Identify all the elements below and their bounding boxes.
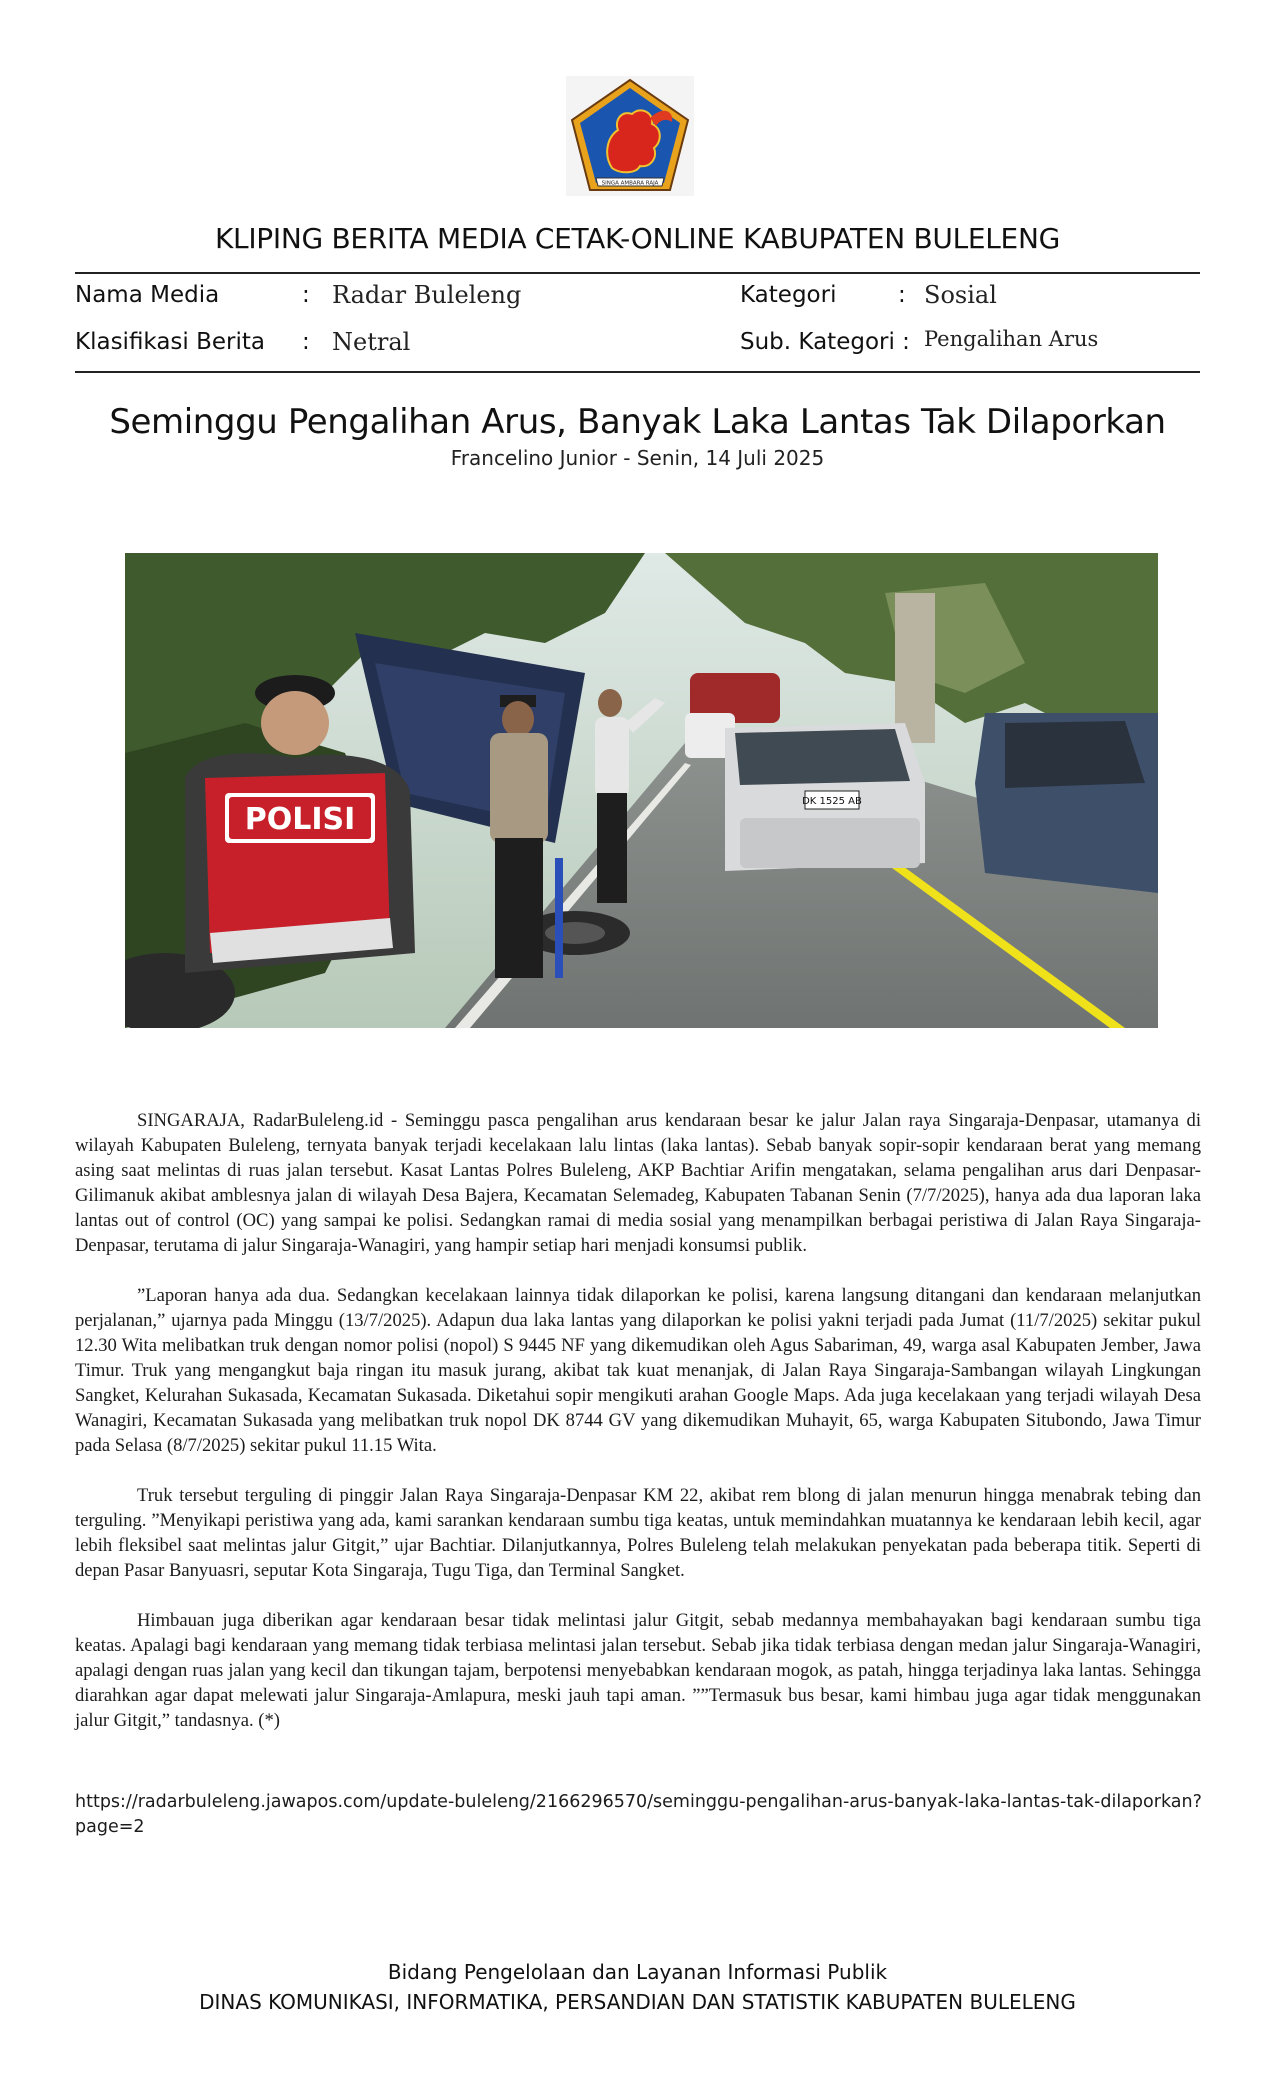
subcategory-value: Pengalihan Arus <box>924 327 1099 351</box>
classification-value: Netral <box>332 328 411 356</box>
buleleng-emblem-logo <box>566 76 694 196</box>
media-name-colon: : <box>302 282 310 308</box>
article-body <box>75 1108 1201 1758</box>
subcategory-label: Sub. Kategori : <box>740 329 910 355</box>
article-byline: Francelino Junior - Senin, 14 Juli 2025 <box>450 446 825 470</box>
classification-label: Klasifikasi Berita <box>75 329 266 355</box>
article-photo <box>125 553 1158 1028</box>
article-paragraph-1: SINGARAJA, RadarBuleleng.id - Seminggu pasca pengalihan arus kendaraan besar ke jalur Jalan raya Singaraja-Denpasar, utamanya di wilayah Kabupaten Buleleng, ternyata banyak terjadi kecelakaan lalu lintas (laka lantas). Sebab banyak sopir-sopir kendaraan berat yang memang asing saat melintas di ruas jalan tersebut. Kasat Lantas Polres Buleleng, AKP Bachtiar Arifin mengatakan, selama pengalihan arus dari Denpasar-Gilimanuk akibat amblesnya jalan di wilayah Desa Bajera, Kecamatan Selemadeg, Kabupaten Tabanan Senin (7/7/2025), hanya ada dua laporan laka lantas out of control (OC) yang sampai ke polisi. Sedangkan ramai di media sosial yang menampilkan berbagai peristiwa di Jalan Raya Singaraja-Denpasar, terutama di jalur Singaraja-Wanagiri, yang hampir setiap hari menjadi konsumsi publik. <box>75 1110 1201 1256</box>
footer-department: Bidang Pengelolaan dan Layanan Informasi Publik <box>387 1960 888 1984</box>
document-title: KLIPING BERITA MEDIA CETAK-ONLINE KABUPATEN BULELENG <box>214 222 1060 255</box>
article-headline: Seminggu Pengalihan Arus, Banyak Laka Lantas Tak Dilaporkan <box>109 402 1166 442</box>
media-name-label: Nama Media <box>75 282 220 308</box>
media-name-value: Radar Buleleng <box>332 281 522 309</box>
footer-agency: DINAS KOMUNIKASI, INFORMATIKA, PERSANDIAN DAN STATISTIK KABUPATEN BULELENG <box>199 1990 1076 2014</box>
category-colon: : <box>898 282 906 308</box>
category-label: Kategori <box>740 282 837 308</box>
source-url-link[interactable]: https://radarbuleleng.jawapos.com/update-buleleng/2166296570/seminggu-pengalihan-arus-banyak-laka-lantas-tak-dilaporkan?page=2 <box>75 1792 1202 1837</box>
divider-top <box>75 272 1200 274</box>
article-paragraph-3: Truk tersebut terguling di pinggir Jalan Raya Singaraja-Denpasar KM 22, akibat rem blong di jalan menurun hingga menabrak tebing dan terguling. ”Menyikapi peristiwa yang ada, kami sarankan kendaraan sumbu tiga keatas, untuk memindahkan muatannya ke kendaraan lebih kecil, agar lebih fleksibel saat melintas jalur Gitgit,” ujar Bachtiar. Dilanjutkannya, Polres Buleleng telah melakukan penyekatan pada beberapa titik. Seperti di depan Pasar Banyuasri, seputar Kota Singaraja, Tugu Tiga, dan Terminal Sangket. <box>75 1485 1201 1581</box>
svg-text:POLISI: POLISI <box>244 802 356 837</box>
svg-text:DK 1525 AB: DK 1525 AB <box>802 796 862 807</box>
article-paragraph-2: ”Laporan hanya ada dua. Sedangkan kecelakaan lainnya tidak dilaporkan ke polisi, karena langsung ditangani dan kendaraan melanjutkan perjalanan,” ujarnya pada Minggu (13/7/2025). Adapun dua laka lantas yang dilaporkan ke polisi yakni terjadi pada Jumat (11/7/2025) sekitar pukul 12.30 Wita melibatkan truk dengan nomor polisi (nopol) S 9445 NF yang dikemudikan oleh Agus Sabariman, 49, warga asal Kabupaten Jember, Jawa Timur. Truk yang mengangkut baja ringan itu masuk jurang, akibat tak kuat menanjak, di Jalan Raya Singaraja-Sambangan wilayah Lingkungan Sangket, Kelurahan Sukasada, Kecamatan Sukasada. Diketahui sopir mengikuti arahan Google Maps. Ada juga kecelakaan yang terjadi wilayah Desa Wanagiri, Kecamatan Sukasada yang melibatkan truk nopol DK 8744 GV yang dikemudikan Muhayit, 65, warga Kabupaten Situbondo, Jawa Timur pada Selasa (8/7/2025) sekitar pukul 11.15 Wita. <box>75 1285 1201 1456</box>
divider-bottom <box>75 371 1200 373</box>
classification-colon: : <box>302 329 310 355</box>
article-paragraph-4: Himbauan juga diberikan agar kendaraan besar tidak melintasi jalur Gitgit, sebab medannya membahayakan bagi kendaraan sumbu tiga keatas. Apalagi bagi kendaraan yang memang tidak terbiasa melintasi jalan tersebut. Sebab jika tidak terbiasa dengan medan jalur Singaraja-Wanagiri, apalagi dengan ruas jalan yang kecil dan tikungan tajam, berpotensi menyebabkan kendaraan mogok, as patah, hingga terjadinya laka lantas. Sehingga diarahkan agar dapat melewati jalur Singaraja-Amlapura, meski jauh tapi aman. ””Termasuk bus besar, kami himbau juga agar tidak menggunakan jalur Gitgit,” tandasnya. (*) <box>75 1610 1201 1731</box>
category-value: Sosial <box>924 281 997 309</box>
svg-text:SINGA AMBARA RAJA: SINGA AMBARA RAJA <box>601 180 659 187</box>
